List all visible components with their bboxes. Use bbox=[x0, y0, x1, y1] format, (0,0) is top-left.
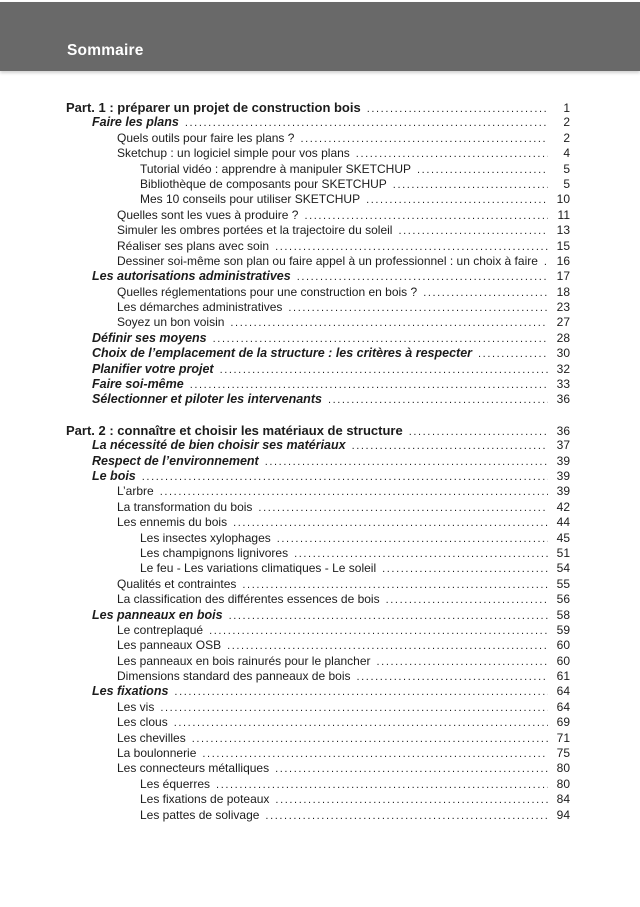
dot-leader bbox=[174, 685, 548, 700]
toc-entry-page: 1 bbox=[563, 101, 570, 115]
toc-entry bbox=[0, 808, 570, 823]
dot-leader bbox=[258, 501, 548, 516]
toc-entry-page: 64 bbox=[556, 699, 570, 714]
dot-leader bbox=[160, 701, 548, 716]
toc-entry-label: Le feu - Les variations climatiques - Le soleil bbox=[140, 561, 377, 576]
toc-entry-label: Réaliser ses plans avec soin bbox=[117, 238, 270, 253]
toc-entry-page: 44 bbox=[556, 515, 570, 530]
toc-entry bbox=[0, 592, 570, 607]
toc-entry-label: La nécessité de bien choisir ses matériaux bbox=[92, 438, 346, 453]
toc-entry-page: 4 bbox=[563, 146, 570, 161]
dot-leader bbox=[213, 332, 548, 347]
toc-entry bbox=[0, 438, 570, 453]
toc-entry-label: Respect de l’environnement bbox=[92, 453, 259, 468]
toc-entry-page: 10 bbox=[556, 192, 570, 207]
dot-leader bbox=[367, 102, 548, 117]
toc-entry-page: 80 bbox=[556, 761, 570, 776]
toc-entry-label: Les vis bbox=[117, 699, 155, 714]
dot-leader bbox=[382, 562, 548, 577]
dot-leader bbox=[366, 193, 548, 208]
toc-entry bbox=[0, 638, 570, 653]
toc-entry-label: Choix de l’emplacement de la structure : les critères à respecter bbox=[92, 346, 473, 361]
toc-entry-page: 11 bbox=[557, 207, 570, 222]
toc-entry bbox=[0, 131, 570, 146]
dot-leader bbox=[265, 455, 548, 470]
header-bar bbox=[0, 2, 640, 71]
toc-entry-page: 54 bbox=[556, 561, 570, 576]
dot-leader bbox=[356, 147, 548, 162]
toc-entry bbox=[0, 608, 570, 623]
toc-entry-page: 64 bbox=[556, 684, 570, 699]
dot-leader bbox=[230, 316, 548, 331]
toc-entry bbox=[0, 715, 570, 730]
toc-entry-page: 36 bbox=[556, 392, 570, 407]
table-of-contents bbox=[0, 100, 640, 823]
toc-entry-label: Quelles sont les vues à produire ? bbox=[117, 207, 299, 222]
dot-leader bbox=[174, 716, 548, 731]
toc-entry-label: Sélectionner et piloter les intervenants bbox=[92, 392, 322, 407]
toc-entry bbox=[0, 300, 570, 315]
dot-leader bbox=[544, 255, 548, 270]
toc-entry-label: Sketchup : un logiciel simple pour vos plans bbox=[117, 146, 350, 161]
toc-entry-page: 55 bbox=[556, 576, 570, 591]
toc-entry-label: Part. 1 : préparer un projet de construction bois bbox=[66, 100, 361, 115]
toc-entry-page: 58 bbox=[556, 607, 570, 622]
dot-leader bbox=[377, 655, 548, 670]
toc-entry bbox=[0, 700, 570, 715]
dot-leader bbox=[288, 301, 548, 316]
toc-entry-page: 45 bbox=[556, 530, 570, 545]
dot-leader bbox=[202, 747, 548, 762]
dot-leader bbox=[393, 178, 548, 193]
dot-leader bbox=[417, 163, 548, 178]
toc-entry-label: Les autorisations administratives bbox=[92, 269, 291, 284]
dot-leader bbox=[423, 286, 548, 301]
dot-leader bbox=[185, 116, 548, 131]
toc-entry-page: 5 bbox=[563, 176, 570, 191]
toc-entry bbox=[0, 761, 570, 776]
toc-entry-label: Le contreplaqué bbox=[117, 622, 204, 637]
toc-entry-label: Les chevilles bbox=[117, 730, 186, 745]
toc-entry-page: 39 bbox=[556, 468, 570, 483]
toc-entry bbox=[0, 546, 570, 561]
toc-entry-page: 84 bbox=[556, 792, 570, 807]
toc-entry bbox=[0, 177, 570, 192]
dot-leader bbox=[356, 670, 548, 685]
toc-entry bbox=[0, 239, 570, 254]
toc-entry-label: Les clous bbox=[117, 715, 168, 730]
toc-entry-page: 37 bbox=[556, 438, 570, 453]
toc-entry-label: Les panneaux OSB bbox=[117, 638, 222, 653]
dot-leader bbox=[220, 363, 548, 378]
toc-entry bbox=[0, 500, 570, 515]
toc-entry-page: 2 bbox=[563, 115, 570, 130]
toc-entry-label: Simuler les ombres portées et la trajectoire du soleil bbox=[117, 223, 393, 238]
toc-entry bbox=[0, 162, 570, 177]
toc-entry bbox=[0, 392, 570, 407]
toc-entry-page: 71 bbox=[556, 730, 570, 745]
toc-entry-label: Quels outils pour faire les plans ? bbox=[117, 130, 295, 145]
toc-entry-label: Les insectes xylophages bbox=[140, 530, 271, 545]
toc-entry-page: 51 bbox=[556, 545, 570, 560]
toc-entry-label: Mes 10 conseils pour utiliser SKETCHUP bbox=[140, 192, 361, 207]
toc-entry-label: Les panneaux en bois rainurés pour le plancher bbox=[117, 653, 371, 668]
toc-entry bbox=[0, 454, 570, 469]
toc-entry bbox=[0, 746, 570, 761]
toc-entry bbox=[0, 100, 570, 115]
toc-entry bbox=[0, 792, 570, 807]
toc-entry bbox=[0, 223, 570, 238]
toc-entry-page: 18 bbox=[556, 284, 570, 299]
toc-entry-label: Les fixations de poteaux bbox=[140, 792, 270, 807]
toc-entry-label: Faire les plans bbox=[92, 115, 179, 130]
toc-entry bbox=[0, 654, 570, 669]
toc-entry-page: 94 bbox=[556, 807, 570, 822]
dot-leader bbox=[265, 809, 548, 824]
toc-entry-label: Le bois bbox=[92, 468, 136, 483]
dot-leader bbox=[398, 224, 548, 239]
toc-entry bbox=[0, 577, 570, 592]
dot-leader bbox=[275, 762, 548, 777]
toc-entry-label: Les connecteurs métalliques bbox=[117, 761, 270, 776]
toc-entry bbox=[0, 115, 570, 130]
toc-entry-label: Les champignons lignivores bbox=[140, 545, 289, 560]
toc-entry-page: 23 bbox=[556, 300, 570, 315]
document-page bbox=[0, 2, 640, 823]
dot-leader bbox=[300, 132, 548, 147]
toc-entry-page: 39 bbox=[556, 453, 570, 468]
toc-entry-page: 16 bbox=[556, 253, 570, 268]
toc-entry-label: Planifier votre projet bbox=[92, 361, 214, 376]
toc-entry-page: 75 bbox=[556, 746, 570, 761]
toc-entry bbox=[0, 484, 570, 499]
dot-leader bbox=[304, 209, 548, 224]
toc-entry bbox=[0, 777, 570, 792]
toc-entry bbox=[0, 269, 570, 284]
dot-leader bbox=[142, 470, 548, 485]
toc-entry-page: 2 bbox=[563, 130, 570, 145]
toc-entry-page: 28 bbox=[556, 330, 570, 345]
toc-entry-label: Les ennemis du bois bbox=[117, 515, 228, 530]
dot-leader bbox=[297, 270, 548, 285]
toc-entry bbox=[0, 285, 570, 300]
dot-leader bbox=[160, 485, 548, 500]
dot-leader bbox=[233, 516, 548, 531]
toc-entry-label: La classification des différentes essences de bois bbox=[117, 592, 380, 607]
dot-leader bbox=[294, 547, 548, 562]
toc-entry bbox=[0, 731, 570, 746]
toc-entry-label: Les fixations bbox=[92, 684, 169, 699]
toc-entry-page: 69 bbox=[556, 715, 570, 730]
toc-entry-label: Définir ses moyens bbox=[92, 330, 207, 345]
dot-leader bbox=[216, 778, 548, 793]
toc-entry-label: Les pattes de solivage bbox=[140, 807, 260, 822]
toc-entry-page: 42 bbox=[556, 499, 570, 514]
toc-entry-label: Quelles réglementations pour une construction en bois ? bbox=[117, 284, 418, 299]
toc-entry bbox=[0, 208, 570, 223]
toc-entry-label: Les démarches administratives bbox=[117, 300, 283, 315]
toc-entry-page: 27 bbox=[556, 315, 570, 330]
toc-entry-page: 5 bbox=[563, 161, 570, 176]
dot-leader bbox=[277, 532, 548, 547]
dot-leader bbox=[229, 609, 548, 624]
toc-entry-label: Tutorial vidéo : apprendre à manipuler SKETCHUP bbox=[140, 161, 412, 176]
toc-entry-page: 17 bbox=[556, 269, 570, 284]
toc-entry-page: 36 bbox=[556, 423, 570, 438]
dot-leader bbox=[275, 793, 548, 808]
dot-leader bbox=[352, 439, 548, 454]
toc-entry-label: Dimensions standard des panneaux de bois bbox=[117, 669, 351, 684]
toc-entry-label: La transformation du bois bbox=[117, 499, 253, 514]
toc-entry bbox=[0, 331, 570, 346]
toc-entry bbox=[0, 254, 570, 269]
toc-entry-label: Les équerres bbox=[140, 776, 211, 791]
toc-entry-page: 61 bbox=[556, 669, 570, 684]
toc-entry-label: Bibliothèque de composants pour SKETCHUP bbox=[140, 176, 387, 191]
dot-leader bbox=[192, 732, 548, 747]
toc-entry-label: Soyez un bon voisin bbox=[117, 315, 225, 330]
toc-entry bbox=[0, 669, 570, 684]
dot-leader bbox=[386, 593, 548, 608]
toc-entry bbox=[0, 469, 570, 484]
toc-entry-label: Qualités et contraintes bbox=[117, 576, 237, 591]
toc-entry-label: La boulonnerie bbox=[117, 746, 197, 761]
toc-entry bbox=[0, 377, 570, 392]
toc-entry-page: 15 bbox=[556, 238, 570, 253]
toc-entry-label: Les panneaux en bois bbox=[92, 607, 223, 622]
dot-leader bbox=[275, 240, 548, 255]
toc-entry bbox=[0, 515, 570, 530]
toc-entry bbox=[0, 362, 570, 377]
page-title: Sommaire bbox=[67, 42, 144, 59]
toc-entry-page: 60 bbox=[556, 638, 570, 653]
toc-entry-label: L’arbre bbox=[117, 484, 154, 499]
dot-leader bbox=[209, 624, 548, 639]
toc-entry bbox=[0, 684, 570, 699]
toc-entry-page: 33 bbox=[556, 377, 570, 392]
toc-entry-page: 39 bbox=[556, 484, 570, 499]
toc-entry bbox=[0, 561, 570, 576]
dot-leader bbox=[227, 639, 548, 654]
dot-leader bbox=[328, 393, 548, 408]
dot-leader bbox=[409, 425, 548, 440]
toc-entry bbox=[0, 423, 570, 438]
toc-entry-label: Part. 2 : connaître et choisir les matériaux de structure bbox=[66, 422, 403, 438]
toc-entry-page: 32 bbox=[556, 361, 570, 376]
toc-entry-page: 56 bbox=[556, 592, 570, 607]
toc-entry-page: 59 bbox=[556, 622, 570, 637]
toc-entry-page: 30 bbox=[556, 346, 570, 361]
toc-entry bbox=[0, 146, 570, 161]
toc-entry bbox=[0, 346, 570, 361]
toc-entry-page: 60 bbox=[556, 653, 570, 668]
toc-entry bbox=[0, 623, 570, 638]
toc-entry-label: Faire soi-même bbox=[92, 377, 184, 392]
toc-entry-label: Dessiner soi-même son plan ou faire appel à un professionnel : un choix à faire bbox=[117, 253, 538, 268]
toc-entry bbox=[0, 192, 570, 207]
toc-entry-page: 13 bbox=[556, 223, 570, 238]
toc-entry bbox=[0, 315, 570, 330]
toc-entry-page: 80 bbox=[556, 776, 570, 791]
dot-leader bbox=[242, 578, 548, 593]
dot-leader bbox=[190, 378, 548, 393]
dot-leader bbox=[478, 347, 548, 362]
toc-entry bbox=[0, 531, 570, 546]
